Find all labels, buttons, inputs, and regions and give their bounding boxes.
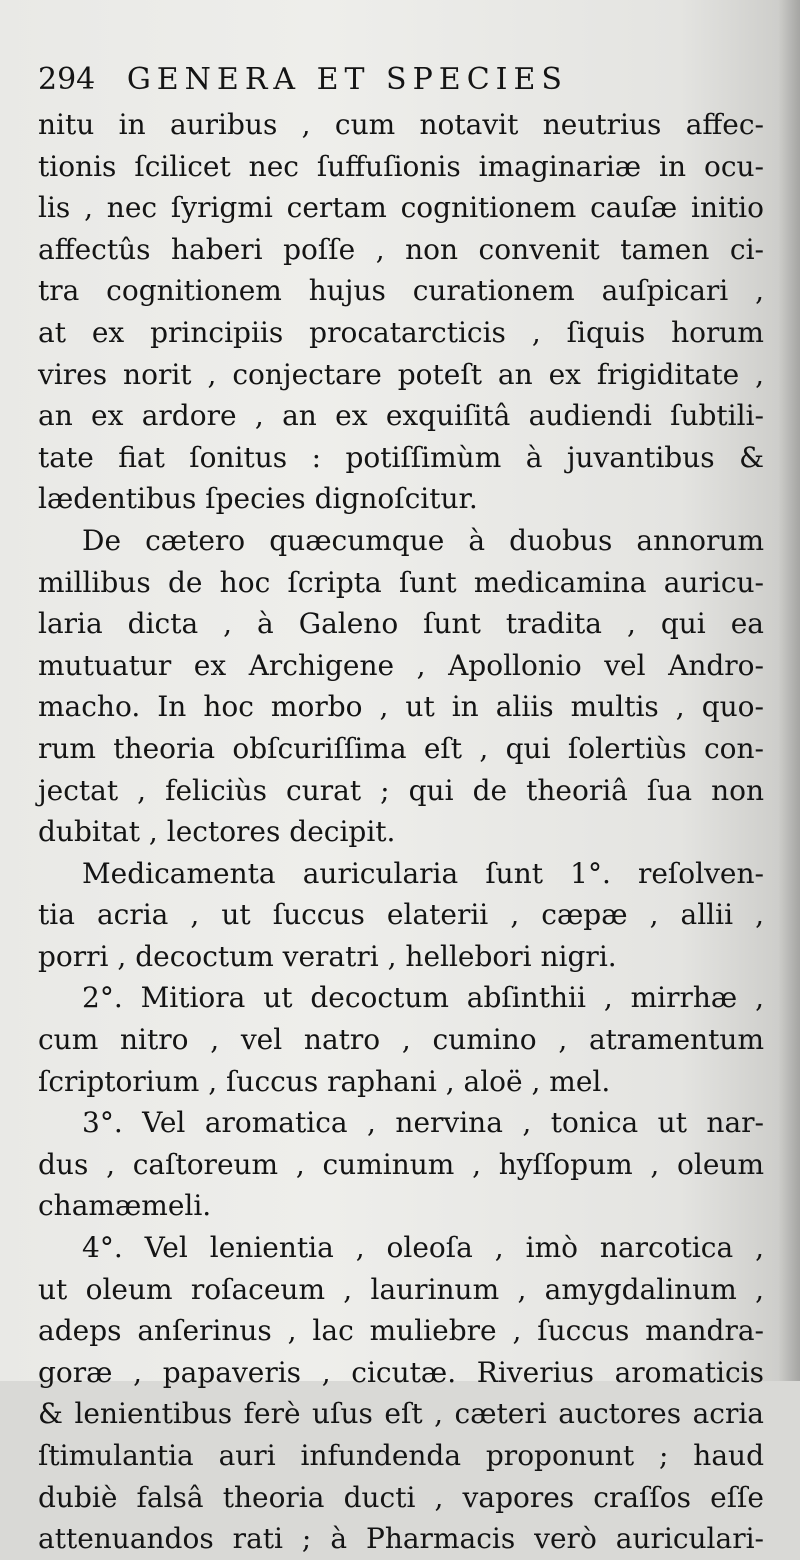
text-line: goræ , papaveris , cicutæ. Riverius aromaticis: [38, 1355, 764, 1389]
text-line: chamæmeli.: [38, 1189, 212, 1223]
text-line: ſtimulantia auri infundenda proponunt ; haud: [38, 1439, 764, 1472]
text-line: dubiè falsâ theoria ducti , vapores craſſos eſſe: [38, 1480, 764, 1514]
text-line: lis , nec ſyrigmi certam cognitionem cauſæ initio: [38, 191, 764, 225]
text-line: dus , caſtoreum , cuminum , hyſſopum , oleum: [38, 1147, 764, 1181]
text-line: 3°. Vel aromatica , nervina , tonica ut nar-: [82, 1106, 764, 1140]
text-line: De cætero quæcumque à duobus annorum: [82, 523, 764, 557]
text-line: nitu in auribus , cum notavit neutrius affec-: [38, 108, 764, 141]
running-head: [38, 58, 758, 102]
text-line: tionis ſcilicet nec ſuffuſionis imaginariæ in ocu-: [38, 149, 764, 183]
text-line: lædentibus ſpecies dignoſcitur.: [38, 482, 478, 516]
text-line: 2°. Mitiora ut decoctum abſinthii , mirrhæ ,: [82, 981, 764, 1015]
text-line: ut oleum roſaceum , laurinum , amygdalinum ,: [38, 1272, 764, 1306]
text-line: 4°. Vel lenientia , oleoſa , imò narcotica ,: [82, 1231, 764, 1265]
running-title: GENERA ET SPECIES: [126, 62, 568, 97]
text-line: mutuatur ex Archigene , Apollonio vel Andro-: [38, 648, 764, 682]
text-line: rum theoria obſcuriſſima eſt , qui ſolertiùs con-: [38, 731, 764, 765]
text-line: an ex ardore , an ex exquiſitâ audiendi ſubtili-: [38, 399, 764, 433]
text-line: dubitat , lectores decipit.: [38, 815, 396, 849]
body-text: [38, 104, 764, 1560]
page-number: 294: [38, 62, 96, 97]
text-line: tia acria , ut ſuccus elaterii , cæpæ , allii ,: [38, 898, 764, 932]
text-line: ſcriptorium , ſuccus raphani , aloë , mel.: [38, 1064, 611, 1098]
text-line: adeps anſerinus , lac muliebre , ſuccus mandra-: [38, 1314, 764, 1348]
text-line: attenuandos rati ; à Pharmacis verò auriculari-: [38, 1522, 764, 1556]
text-line: cum nitro , vel natro , cumino , atramentum: [38, 1023, 764, 1057]
text-line: & lenientibus ferè uſus eſt , cæteri auctores acria: [38, 1397, 764, 1431]
text-line: at ex principiis procatarcticis , ſiquis horum: [38, 315, 764, 349]
text-line: laria dicta , à Galeno ſunt tradita , qui ea: [38, 607, 764, 641]
page-edge-shadow: [778, 0, 800, 1381]
text-line: porri , decoctum veratri , hellebori nigri.: [38, 939, 617, 973]
text-line: macho. In hoc morbo , ut in aliis multis , quo-: [38, 690, 764, 724]
text-line: Medicamenta auricularia ſunt 1°. reſolven-: [82, 856, 764, 890]
text-line: millibus de hoc ſcripta ſunt medicamina auricu-: [38, 565, 764, 599]
text-line: vires norit , conjectare poteſt an ex frigiditate ,: [38, 357, 764, 391]
text-line: tra cognitionem hujus curationem auſpicari ,: [38, 274, 764, 308]
text-line: jectat , feliciùs curat ; qui de theoriâ ſua non: [38, 773, 764, 807]
text-line: affectûs haberi poſſe , non convenit tamen ci-: [38, 232, 764, 266]
text-line: tate fiat ſonitus : potiſſimùm à juvantibus &: [38, 440, 764, 474]
